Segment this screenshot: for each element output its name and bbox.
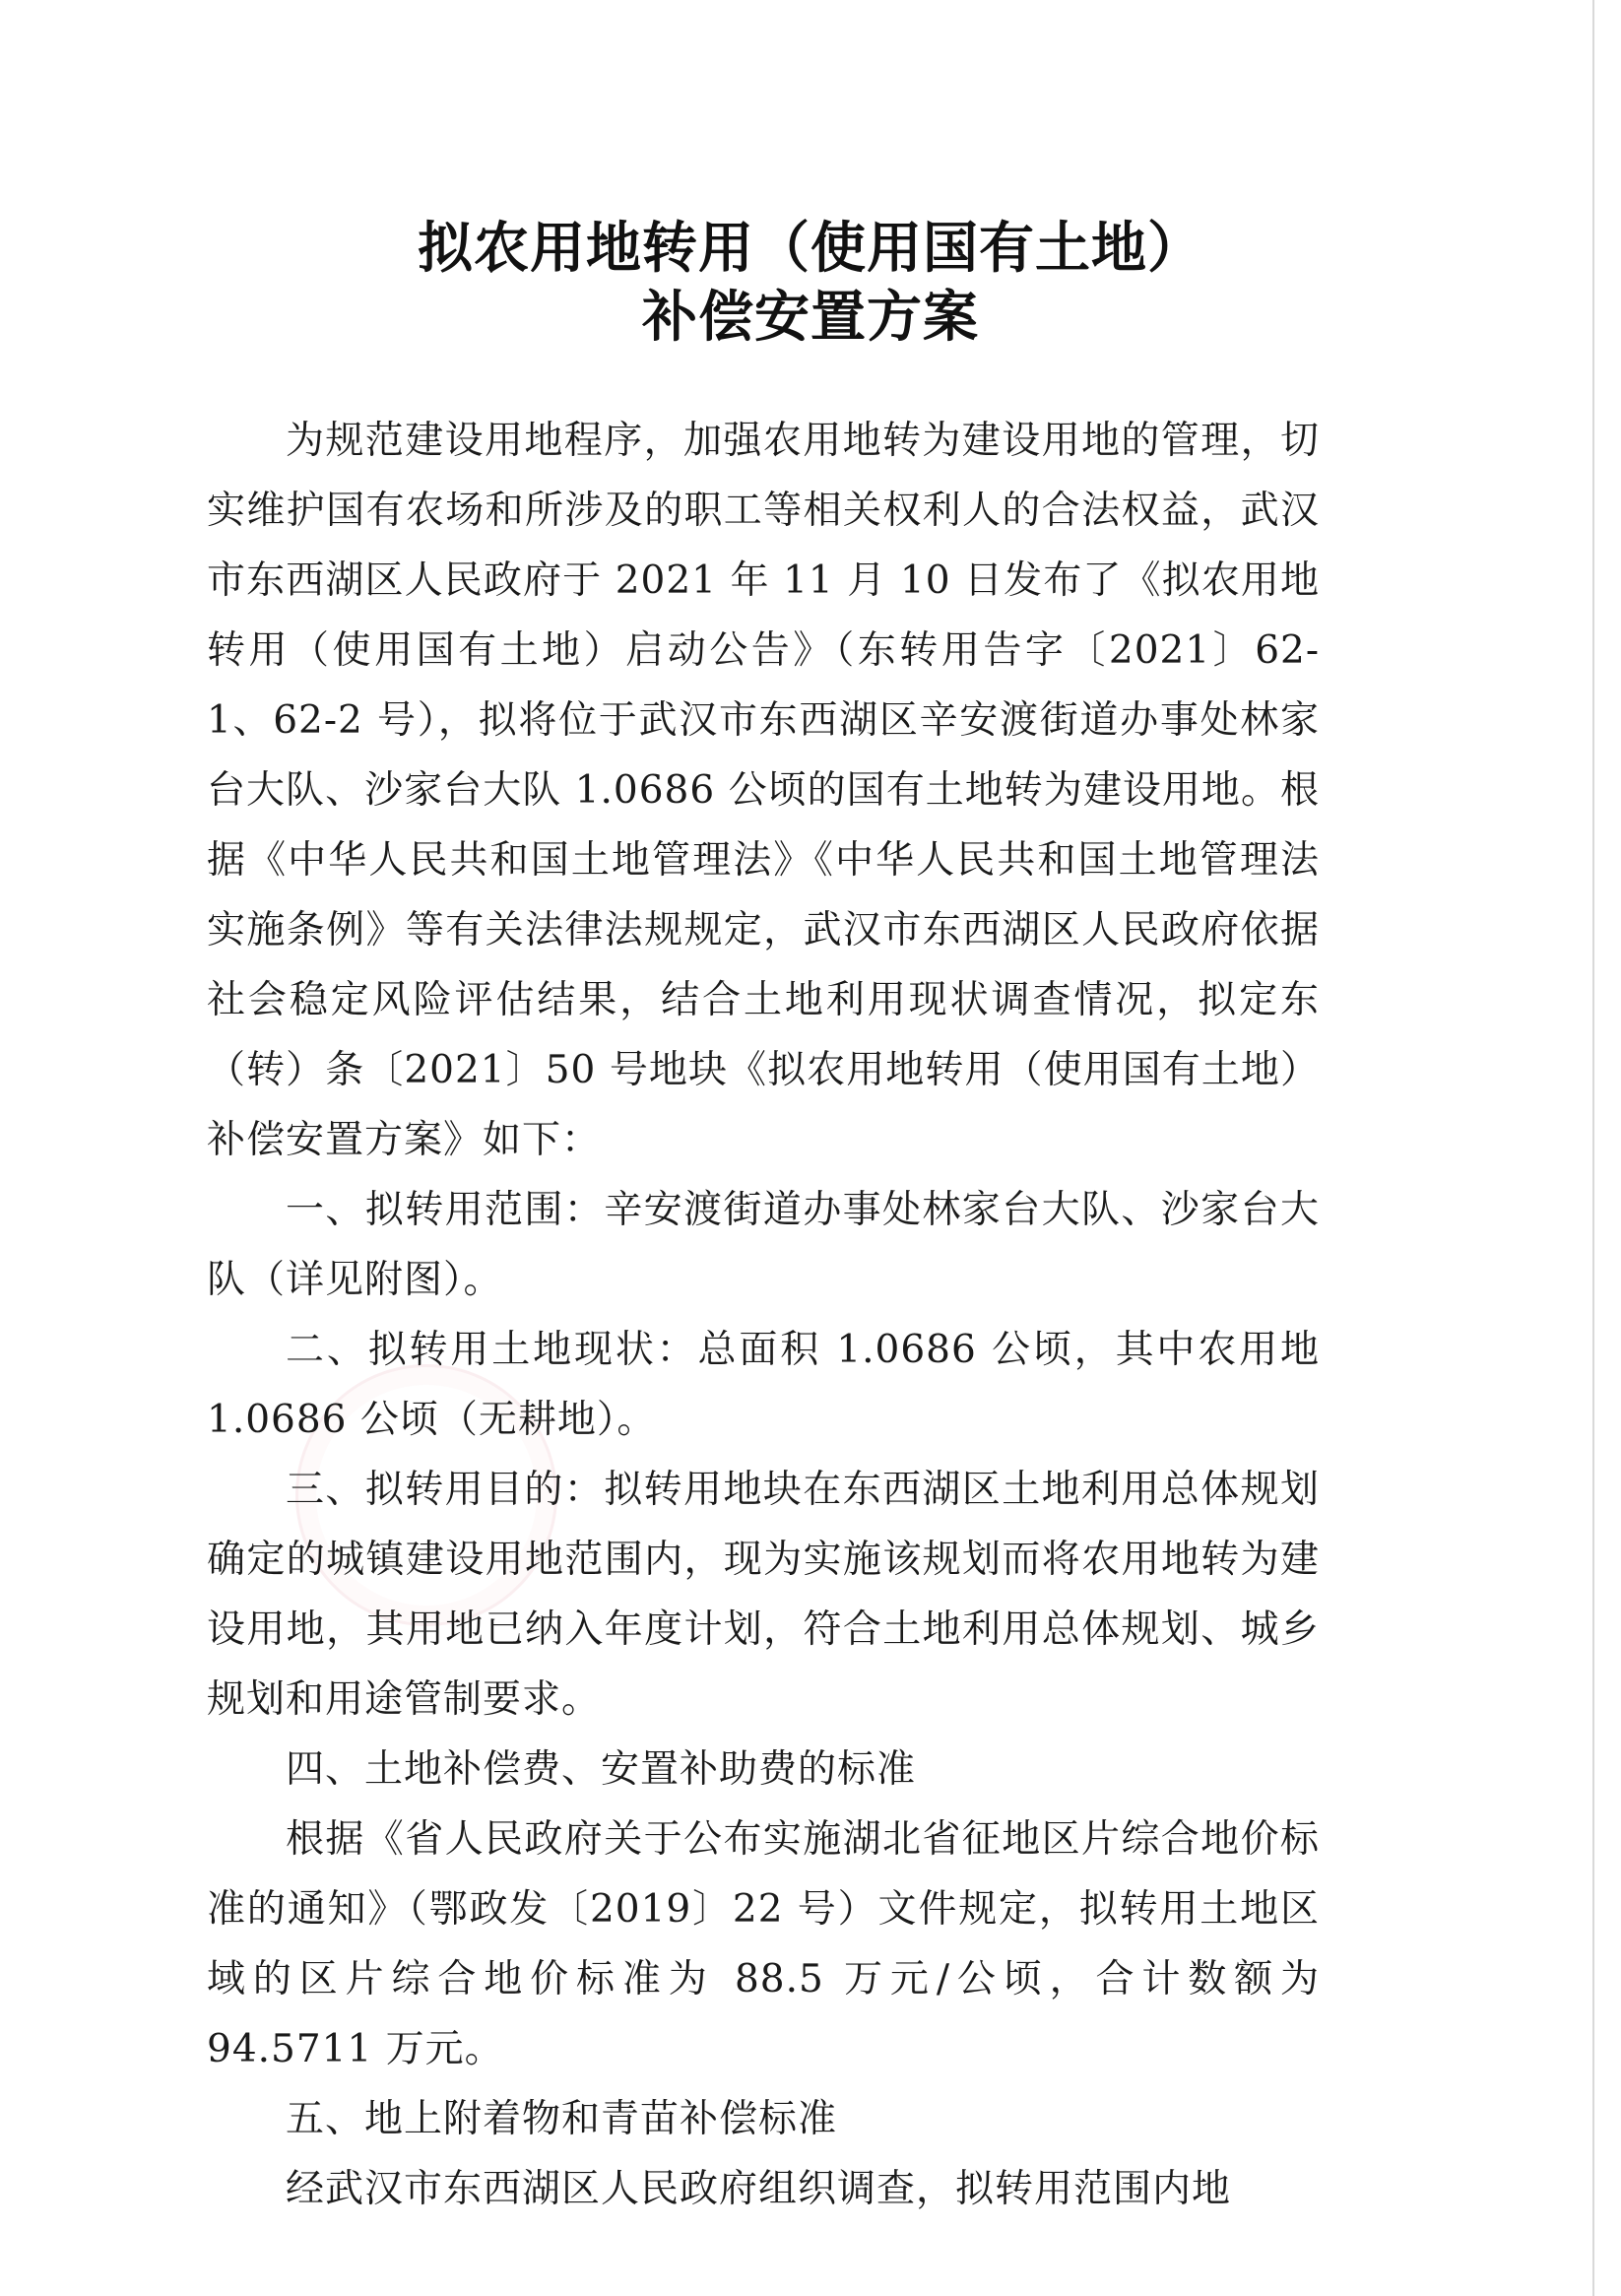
section-heading-compensation: 四、土地补偿费、安置补助费的标准 <box>286 1747 917 1792</box>
document-title-line-1: 拟农用地转用（使用国有土地） <box>418 217 1203 281</box>
document-body <box>207 406 1320 2224</box>
paragraph-intro: 为规范建设用地程序，加强农用地转为建设用地的管理，切实维护国有农场和所涉及的职工等相关权利人的合法权益，武汉市东西湖区人民政府于 2021 年 11 月 10 日发布了《拟农用地转用（使用国有土地）启动公告》（东转用告字〔2021〕62-1、62-2 号），拟将位于武汉市东西湖区辛安渡街道办事处林家台大队、沙家台大队 1.0686 公顷的国有土地转为建设用地。根据《中华人民共和国土地管理法》《中华人民共和国土地管理法实施条例》等有关法律法规规定，武汉市东西湖区人民政府依据社会稳定风险评估结果，结合土地利用现状调查情况，拟定东（转）条〔2021〕50 号地块《拟农用地转用（使用国有土地）补偿安置方案》如下： <box>207 419 1320 1162</box>
document-title-line-2: 补偿安置方案 <box>642 286 979 350</box>
paragraph-land-status: 二、拟转用土地现状：总面积 1.0686 公顷，其中农用地 1.0686 公顷（无耕地）。 <box>207 1328 1320 1442</box>
section-heading-attachments: 五、地上附着物和青苗补偿标准 <box>286 2097 838 2141</box>
paragraph-scope: 一、拟转用范围：辛安渡街道办事处林家台大队、沙家台大队（详见附图）。 <box>207 1188 1320 1302</box>
paragraph-compensation-standard: 根据《省人民政府关于公布实施湖北省征地区片综合地价标准的通知》（鄂政发〔2019〕22 号）文件规定，拟转用土地区域的区片综合地价标准为 88.5 万元/公顷，合计数额为 94.5711 万元。 <box>207 1817 1320 2071</box>
paragraph-survey: 经武汉市东西湖区人民政府组织调查，拟转用范围内地 <box>286 2167 1232 2211</box>
paragraph-purpose: 三、拟转用目的：拟转用地块在东西湖区土地利用总体规划确定的城镇建设用地范围内，现为实施该规划而将农用地转为建设用地，其用地已纳入年度计划，符合土地利用总体规划、城乡规划和用途管制要求。 <box>207 1468 1320 1722</box>
